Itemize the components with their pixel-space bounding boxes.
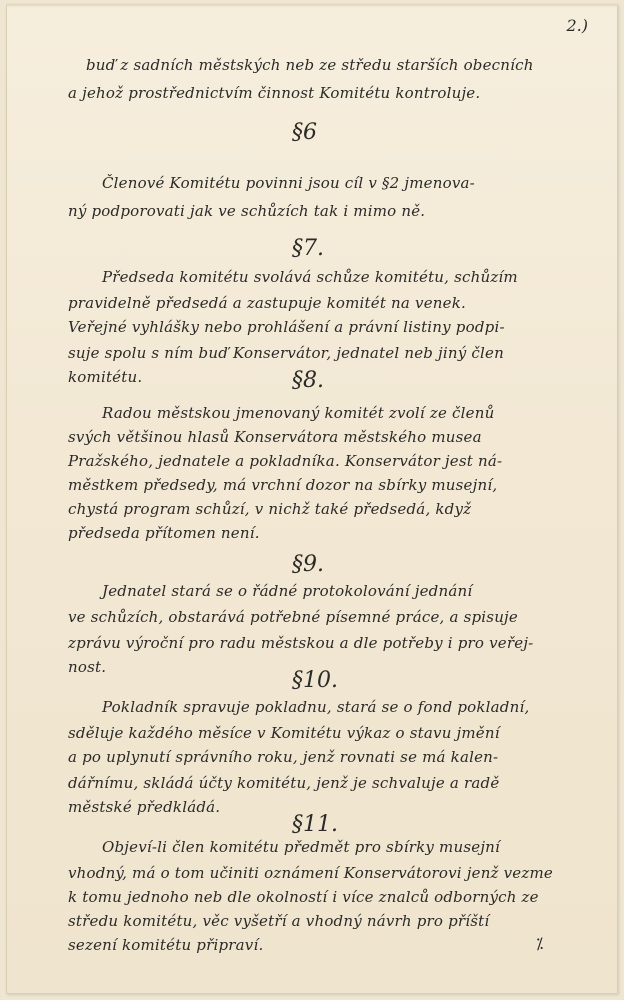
text-line: Členové Komitétu povinni jsou cíl v §2 jmenova- <box>102 174 475 192</box>
page-fold <box>6 4 618 8</box>
text-line: buď z sadních městských neb ze středu starších obecních <box>86 56 534 74</box>
text-line: sděluje každého měsíce v Komitétu výkaz o stavu jmění <box>68 724 500 742</box>
section-heading: §9. <box>292 552 324 577</box>
section-heading: §8. <box>292 368 324 393</box>
section-heading: §6 <box>292 120 317 145</box>
text-line: Veřejné vyhlášky nebo prohlášení a právní listiny podpi- <box>68 318 505 336</box>
section-heading: §7. <box>292 236 324 261</box>
text-line: Pražského, jednatele a pokladníka. Konservátor jest ná- <box>68 452 503 470</box>
text-line: dářnímu, skládá účty komitétu, jenž je schvaluje a radě <box>68 774 500 792</box>
text-line: komitétu. <box>68 368 143 386</box>
text-line: a po uplynutí správního roku, jenž rovnati se má kalen- <box>68 748 499 766</box>
text-line: ve schůzích, obstarává potřebné písemné práce, a spisuje <box>68 608 518 626</box>
text-line: městské předkládá. <box>68 798 221 816</box>
text-line: vhodný, má o tom učiniti oznámení Konservátorovi jenž vezme <box>68 864 553 882</box>
section-heading: §11. <box>292 812 338 837</box>
text-line: svých většinou hlasů Konservátora městského musea <box>68 428 482 446</box>
section-heading: §10. <box>292 668 338 693</box>
text-line: a jehož prostřednictvím činnost Komitétu kontroluje. <box>68 84 481 102</box>
text-line: Pokladník spravuje pokladnu, stará se o fond pokladní, <box>102 698 530 716</box>
text-line: k tomu jednoho neb dle okolností i více znalců odborných ze <box>68 888 539 906</box>
text-line: zprávu výroční pro radu městskou a dle potřeby i pro veřej- <box>68 634 534 652</box>
text-line: Jednatel stará se o řádné protokolování jednání <box>102 582 473 600</box>
end-mark: ⁒ <box>536 934 544 953</box>
text-line: chystá program schůzí, v nichž také předsedá, když <box>68 500 472 518</box>
text-line: středu komitétu, věc vyšetří a vhodný návrh pro příští <box>68 912 490 930</box>
page-number: 2.) <box>566 16 588 35</box>
text-line: suje spolu s ním buď Konservátor, jednatel neb jiný člen <box>68 344 504 362</box>
text-line: Předseda komitétu svolává schůze komitétu, schůzím <box>102 268 518 286</box>
text-line: nost. <box>68 658 107 676</box>
document-page <box>6 4 618 994</box>
text-line: Radou městskou jmenovaný komitét zvolí ze členů <box>102 404 495 422</box>
text-line: pravidelně předsedá a zastupuje komitét na venek. <box>68 294 466 312</box>
text-line: městkem předsedy, má vrchní dozor na sbírky musejní, <box>68 476 498 494</box>
text-line: Objeví-li člen komitétu předmět pro sbírky musejní <box>102 838 501 856</box>
text-line: předseda přítomen není. <box>68 524 260 542</box>
text-line: sezení komitétu připraví. <box>68 936 264 954</box>
text-line: ný podporovati jak ve schůzích tak i mimo ně. <box>68 202 426 220</box>
